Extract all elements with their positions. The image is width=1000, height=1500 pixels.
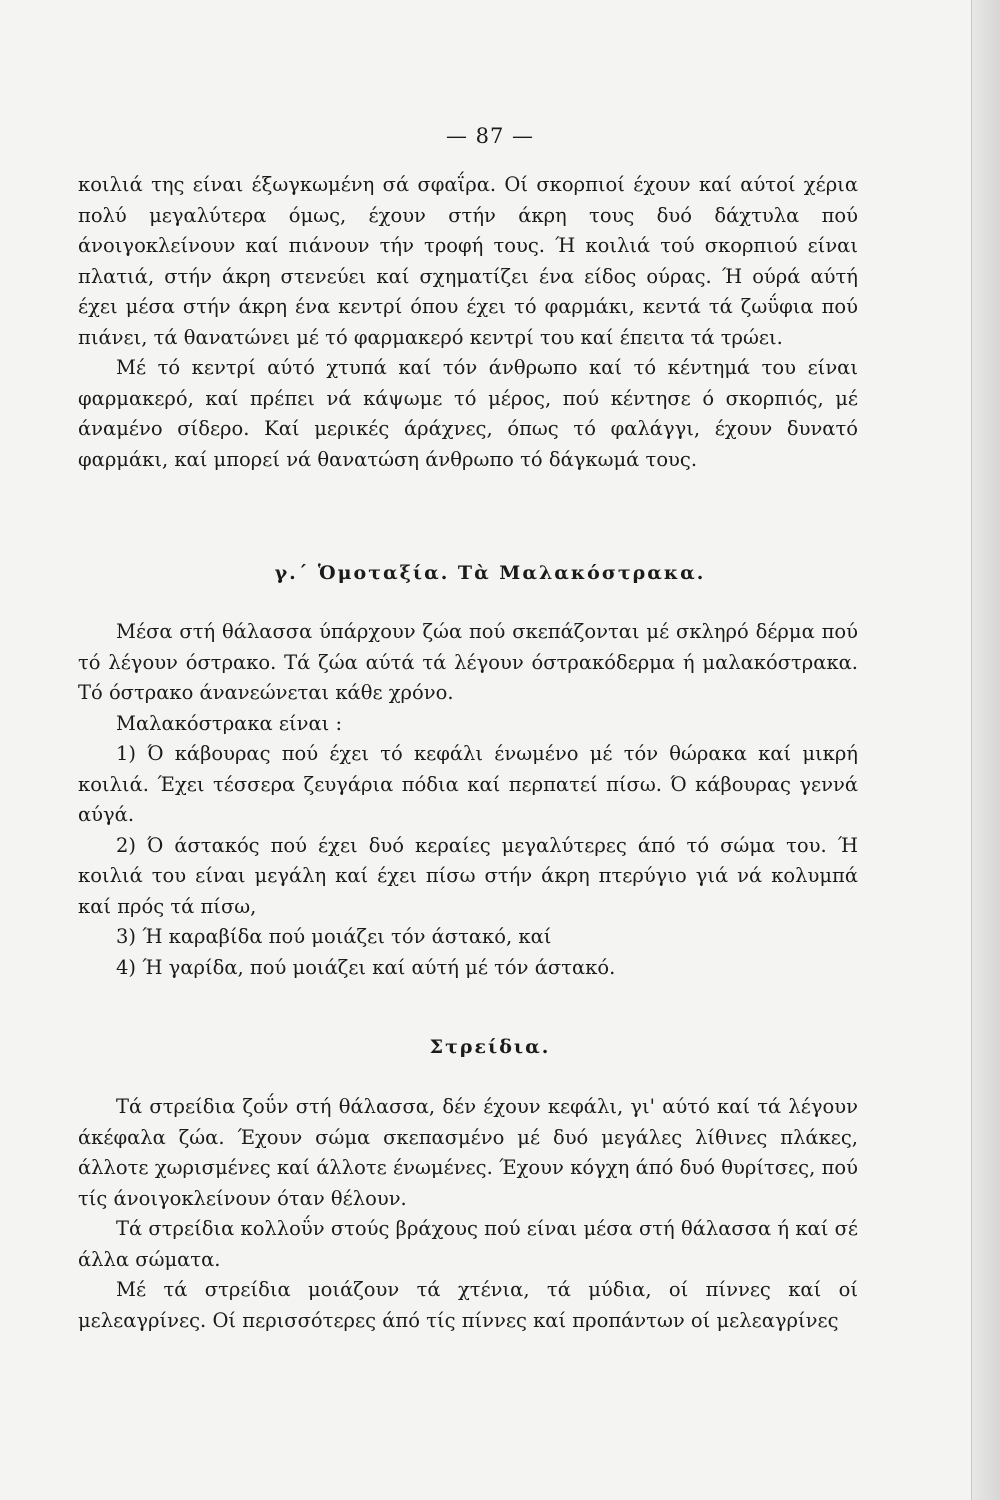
- paragraph: κοιλιά της είναι έξωγκωμένη σά σφαΐρα. Οί σκορπιοί έχουν καί αύτοί χέρια πολύ μεγαλύτερα όμως, έχουν στήν άκρη τους δυό δάχτυλα πού άνοιγοκλείνουν καί πιάνουν τήν τροφή τους. Ή κοιλιά τού σκορπιού είναι πλατιά, στήν άκρη στενεύει καί σχηματίζει ένα είδος ούρας. Ή ούρά αύτή έχει μέσα στήν άκρη ένα κεντρί όπου έχει τό φαρμάκι, κεντά τά ζωΰφια πού πιάνει, τά θανατώνει μέ τό φαρμακερό κεντρί του καί έπειτα τά τρώει.: [78, 173, 858, 349]
- paragraph: Μέ τά στρείδια μοιάζουν τά χτένια, τά μύδια, οί πίννες καί οί μελεαγρίνες. Οί περισσότερες άπό τίς πίννες καί προπάντων οί μελεαγρίνες: [78, 1278, 858, 1332]
- section-heading-malakostraka: γ.΄ Ὁμοταξία. Τὰ Μαλακόστρακα.: [274, 562, 706, 584]
- streidia-text: [78, 1092, 858, 1336]
- paragraph: Τά στρείδια ζοΰν στή θάλασσα, δέν έχουν κεφάλι, γι' αύτό καί τά λέγουν άκέφαλα ζώα. Έχουν σώμα σκεπασμένο μέ δυό μεγάλες λίθινες πλάκες, άλλοτε χωρισμένες καί άλλοτε ένωμένες. Έχουν κόγχη άπό δυό θυρίτσες, πού τίς άνοιγοκλείνουν όταν θέλουν.: [78, 1095, 858, 1210]
- paragraph: Τά στρείδια κολλοΰν στούς βράχους πού είναι μέσα στή θάλασσα ή καί σέ άλλα σώματα.: [78, 1217, 858, 1271]
- section-heading-streidia: Στρείδια.: [429, 1036, 551, 1058]
- paragraph: Μέσα στή θάλασσα ύπάρχουν ζώα πού σκεπάζονται μέ σκληρό δέρμα πού τό λέγουν όστρακο. Τά ζώα αύτά τά λέγουν όστρακόδερμα ή μαλακόστρακα. Τό όστρακο άνανεώνεται κάθε χρόνο.: [78, 620, 858, 704]
- page-number: — 87 —: [445, 124, 535, 148]
- malakostraka-text: [78, 617, 858, 983]
- list-intro: Μαλακόστρακα είναι :: [116, 711, 343, 735]
- scorpion-text: [78, 170, 858, 475]
- list-item: 2) Ό άστακός πού έχει δυό κεραίες μεγαλύτερες άπό τό σώμα του. Ή κοιλιά του είναι μεγάλη καί έχει πίσω στήν άκρη πτερύγιο γιά νά κολυμπά καί πρός τά πίσω,: [78, 833, 858, 918]
- list-item: 3) Ή καραβίδα πού μοιάζει τόν άστακό, καί: [116, 925, 552, 948]
- paragraph: Μέ τό κεντρί αύτό χτυπά καί τόν άνθρωπο καί τό κέντημά του είναι φαρμακερό, καί πρέπει νά κάψωμε τό μέρος, πού κέντησε ό σκορπιός, μέ άναμένο σίδερο. Καί μερικές άράχνες, όπως τό φαλάγγι, έχουν δυνατό φαρμάκι, καί μπορεί νά θανατώση άνθρωπο τό δάγκωμά τους.: [78, 356, 858, 471]
- list-item: 1) Ό κάβουρας πού έχει τό κεφάλι ένωμένο μέ τόν θώρακα καί μικρή κοιλιά. Έχει τέσσερα ζευγάρια πόδια καί περπατεί πίσω. Ό κάβουρας γεννά αύγά.: [78, 742, 858, 826]
- page-edge: [971, 0, 1000, 1500]
- list-item: 4) Ή γαρίδα, πού μοιάζει καί αύτή μέ τόν άστακό.: [116, 955, 616, 979]
